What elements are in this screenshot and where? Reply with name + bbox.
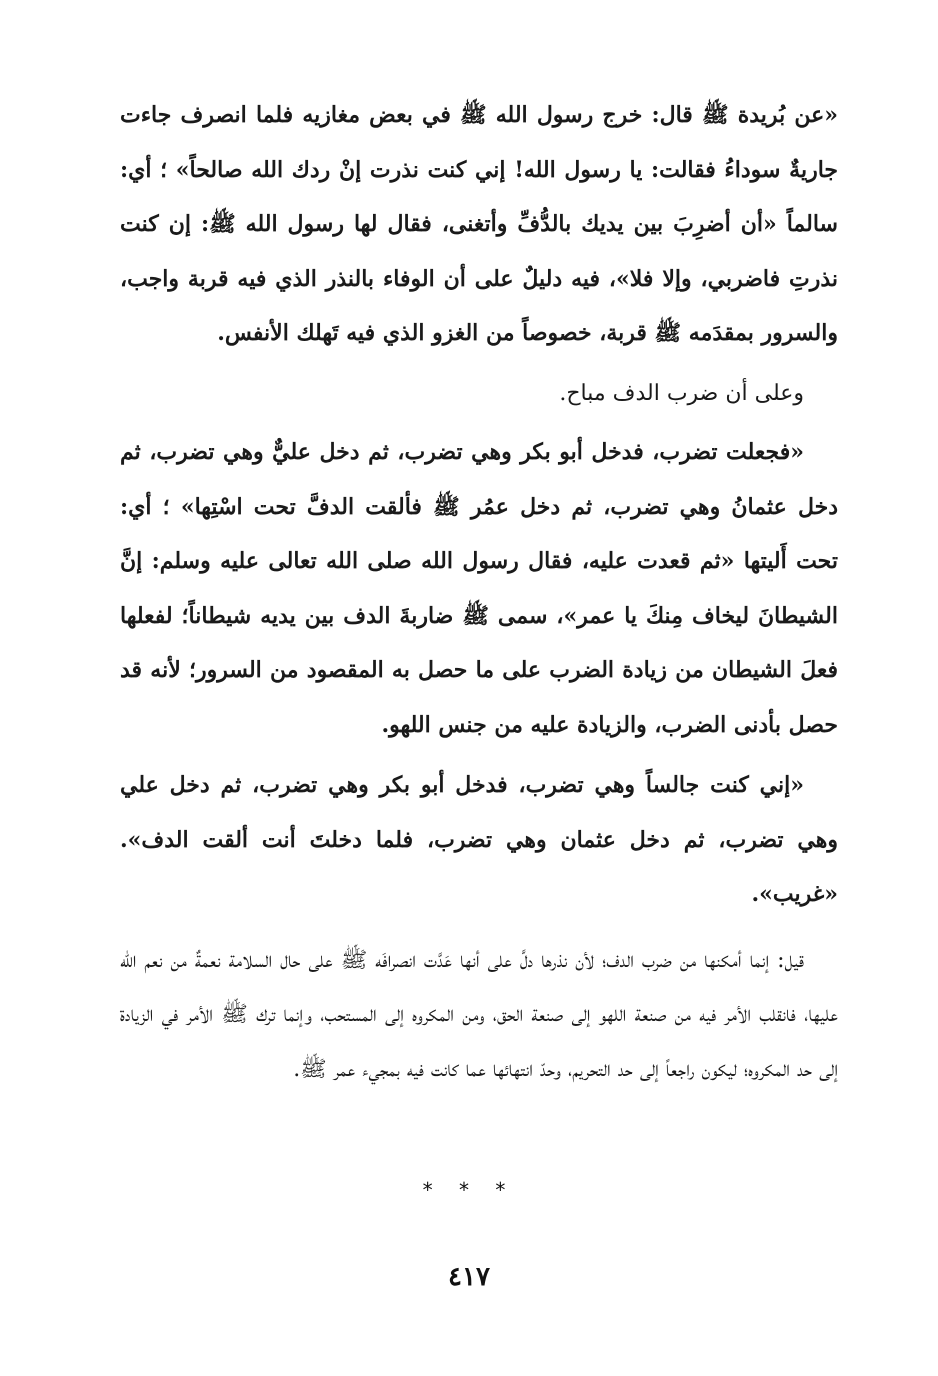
page-number: ٤١٧ (448, 1262, 490, 1292)
paragraph-hadith-continuation: «فجعلت تضرب، فدخل أبو بكر وهي تضرب، ثم دخل عليٌّ وهي تضرب، ثم دخل عثمانُ وهي تضرب، ثم دخل عمُر ﷺ فألقت الدفَّ تحت اسْتِها» ؛ أي: تحت أَليتها «ثم قعدت عليه، فقال رسول الله صلى الله تعالى عليه وسلم: إنَّ الشيطانَ ليخاف مِنكَ يا عمر»، سمى ﷺ ضاربةَ الدف بين يديه شيطاناً؛ لفعلها فعلَ الشيطان من زيادة الضرب على ما حصل به المقصود من السرور؛ لأنه قد حصل بأدنى الضرب، والزيادة عليه من جنس اللهو. (120, 439, 838, 738)
paragraph-daf-permissible: وعلى أن ضرب الدف مباح. (559, 380, 804, 406)
paragraph-hadith-buraida: «عن بُريدة ﷺ قال: خرج رسول الله ﷺ في بعض مغازيه فلما انصرف جاءت جاريةٌ سوداءُ فقالت: يا رسول الله! إني كنت نذرت إنْ ردك الله صالحاً» ؛ أي: سالماً «أن أضرِبَ بين يديك بالدُّفِّ وأتغنى، فقال لها رسول الله ﷺ: إن كنت نذرتِ فاضربي، وإلا فلا»، فيه دليلٌ على أن الوفاء بالنذر الذي فيه قربة واجب، والسرور بمقدَمه ﷺ قربة، خصوصاً من الغزو الذي فيه تَهلك الأنفس. (120, 102, 838, 346)
paragraph-hadith-second-narration: «إني كنت جالساً وهي تضرب، فدخل أبو بكر وهي تضرب، ثم دخل علي وهي تضرب، ثم دخل عثمان وهي تضرب، فلما دخلتَ أنت ألقت الدف». «غريب». (120, 772, 838, 907)
section-separator: * * * (422, 1178, 516, 1202)
paragraph-commentary: قيل: إنما أمكنها من ضرب الدف؛ لأن نذرها دلَّ على أنها عَدَّت انصرافَه ﷺ على حال السلامة نعمةٌ من نعم الله عليها، فانقلب الأمر فيه من صنعة اللهو إلى صنعة الحق، ومن المكروه إلى المستحب، وإنما ترك ﷺ الأمر في الزيادة إلى حد المكروه؛ ليكون راجعاً إلى حد التحريم، وحدّ انتهائها عما كانت فيه بمجيء عمر ﷺ. (120, 947, 838, 1082)
page-body (120, 88, 838, 1097)
